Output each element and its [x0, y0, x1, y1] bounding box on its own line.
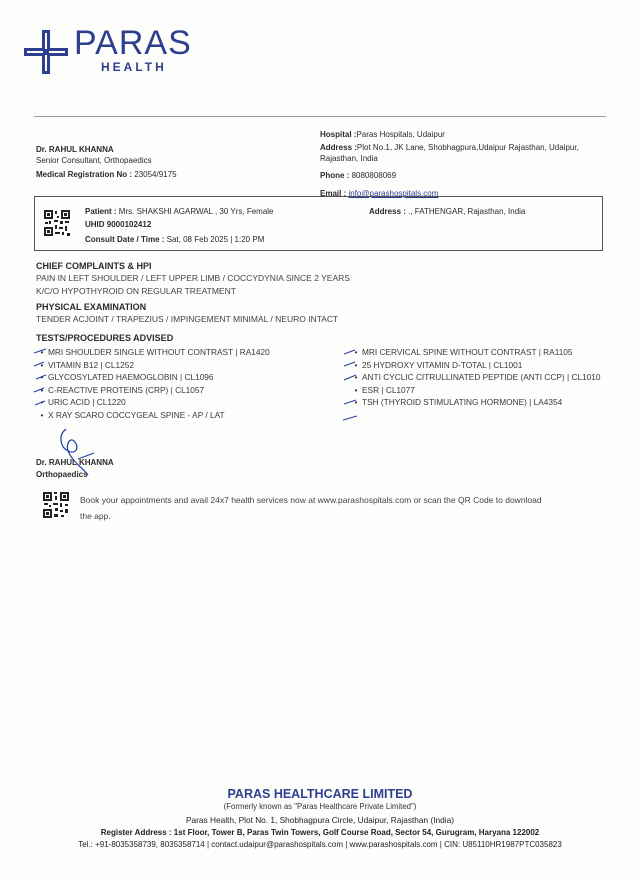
brand-subtitle: HEALTH: [101, 60, 167, 74]
test-item: ESR | CL1077: [362, 384, 415, 395]
complaint-line-2: K/C/O HYPOTHYROID ON REGULAR TREATMENT: [36, 286, 236, 296]
test-item: GLYCOSYLATED HAEMOGLOBIN | CL1096: [48, 372, 214, 383]
test-item: ANTI CYCLIC CITRULLINATED PEPTIDE (ANTI CCP) | CL1010: [362, 372, 601, 383]
hospital-address-value: Plot No.1, JK Lane, Shobhagpura,Udaipur Rajasthan, Udaipur, Rajasthan, India: [320, 143, 579, 163]
hospital-label: Hospital :: [320, 130, 357, 139]
physical-exam-section: [36, 301, 596, 326]
list-item: • X RAY SCARO COCCYGEAL SPINE - AP / LAT: [40, 409, 225, 420]
app-qr-code-icon[interactable]: [42, 491, 70, 519]
hospital-details: [320, 129, 610, 199]
footer-address: Paras Health, Plot No. 1, Shobhagpura Circle, Udaipur, Rajasthan (India): [186, 815, 454, 825]
list-item: • C-REACTIVE PROTEINS (CRP) | CL1057: [40, 384, 205, 395]
test-item: X RAY SCARO COCCYGEAL SPINE - AP / LAT: [48, 409, 225, 420]
promo-line-1: Book your appointments and avail 24x7 health services now at www.parashospitals.com or scan the QR Code to download: [80, 495, 542, 505]
signature-doctor-role: Orthopaedics: [36, 470, 88, 479]
patient-address-label: Address :: [369, 207, 406, 216]
header-divider: [34, 116, 606, 117]
patient-address-value: ., FATHENGAR, Rajasthan, India: [408, 207, 526, 216]
qr-code-icon: [43, 209, 71, 237]
list-item: • URIC ACID | CL1220: [40, 397, 126, 408]
email-link[interactable]: info@parashospitals.com: [348, 189, 439, 198]
test-item: C-REACTIVE PROTEINS (CRP) | CL1057: [48, 384, 205, 395]
complaints-title: CHIEF COMPLAINTS & HPI: [36, 261, 152, 271]
patient-name-line: [85, 206, 274, 217]
handwritten-ticks-right: [340, 344, 370, 424]
brand-name: PARAS: [74, 24, 192, 62]
test-item: URIC ACID | CL1220: [48, 397, 126, 408]
promo-text: [80, 492, 600, 524]
test-item: TSH (THYROID STIMULATING HORMONE) | LA4354: [362, 397, 563, 408]
test-item: 25 HYDROXY VITAMIN D-TOTAL | CL1001: [362, 359, 523, 370]
phone-label: Phone :: [320, 171, 350, 180]
list-item: • VITAMIN B12 | CL1252: [40, 359, 134, 370]
medical-registration: [36, 169, 177, 180]
list-item: • GLYCOSYLATED HAEMOGLOBIN | CL1096: [40, 372, 214, 383]
tests-right-column: [350, 346, 605, 409]
list-item: • MRI SHOULDER SINGLE WITHOUT CONTRAST | RA1420: [40, 347, 270, 357]
footer-formerly: (Formerly known as "Paras Healthcare Private Limited"): [223, 802, 417, 811]
complaint-line-1: PAIN IN LEFT SHOULDER / LEFT UPPER LIMB / COCCYDYNIA SINCE 2 YEARS: [36, 273, 350, 283]
test-item: VITAMIN B12 | CL1252: [48, 359, 134, 370]
footer-contact: Tel.: +91-8035358739, 8035358714 | contact.udaipur@parashospitals.com | www.parashospitals.com | CIN: U85110HR1987PTC035823: [78, 840, 562, 849]
consult-date-line: [85, 234, 264, 245]
exam-title: PHYSICAL EXAMINATION: [36, 302, 147, 312]
consult-label: Consult Date / Time :: [85, 235, 165, 244]
list-item: • 25 HYDROXY VITAMIN D-TOTAL | CL1001: [354, 359, 523, 370]
tests-left-column: [36, 346, 336, 422]
test-item: MRI CERVICAL SPINE WITHOUT CONTRAST | RA1105: [362, 347, 573, 357]
list-item: • ANTI CYCLIC CITRULLINATED PEPTIDE (ANTI CCP) | CL1010: [354, 372, 601, 383]
promo-line-2: the app.: [80, 511, 111, 521]
tests-title: TESTS/PROCEDURES ADVISED: [36, 333, 174, 343]
registration-label: Medical Registration No :: [36, 170, 133, 179]
patient-value: Mrs. SHAKSHI AGARWAL , 30 Yrs, Female: [118, 207, 274, 216]
exam-text: TENDER ACJOINT / TRAPEZIUS / IMPINGEMENT MINIMAL / NEURO INTACT: [36, 314, 339, 324]
email-label: Email :: [320, 189, 347, 198]
paras-logo-icon: [24, 30, 68, 74]
patient-label: Patient :: [85, 207, 117, 216]
registration-value: 23054/9175: [134, 170, 177, 179]
phone-value: 8080808069: [351, 171, 397, 180]
list-item: • MRI CERVICAL SPINE WITHOUT CONTRAST | RA1105: [354, 347, 573, 357]
patient-info-box: [34, 196, 603, 251]
uhid: UHID 9000102412: [85, 220, 152, 229]
signature-doctor-name: Dr. RAHUL KHANNA: [36, 458, 114, 467]
test-item: MRI SHOULDER SINGLE WITHOUT CONTRAST | RA1420: [48, 347, 270, 357]
list-item: • TSH (THYROID STIMULATING HORMONE) | LA4354: [354, 397, 563, 408]
consult-value: Sat, 08 Feb 2025 | 1:20 PM: [166, 235, 265, 244]
doctor-role: Senior Consultant, Orthopaedics: [36, 156, 152, 165]
list-item: • ESR | CL1077: [354, 384, 415, 395]
patient-address-line: [369, 206, 525, 217]
hospital-value: Paras Hospitals, Udaipur: [356, 130, 445, 139]
hospital-address-label: Address :: [320, 143, 357, 152]
footer-company: PARAS HEALTHCARE LIMITED: [227, 787, 413, 801]
handwritten-ticks-left: [30, 344, 60, 424]
doctor-name: Dr. RAHUL KHANNA: [36, 145, 114, 154]
chief-complaints-section: [36, 260, 596, 298]
footer-register-address: Register Address : 1st Floor, Tower B, Paras Twin Towers, Golf Course Road, Sector 54, Gurugram, Haryana 122002: [100, 828, 540, 837]
